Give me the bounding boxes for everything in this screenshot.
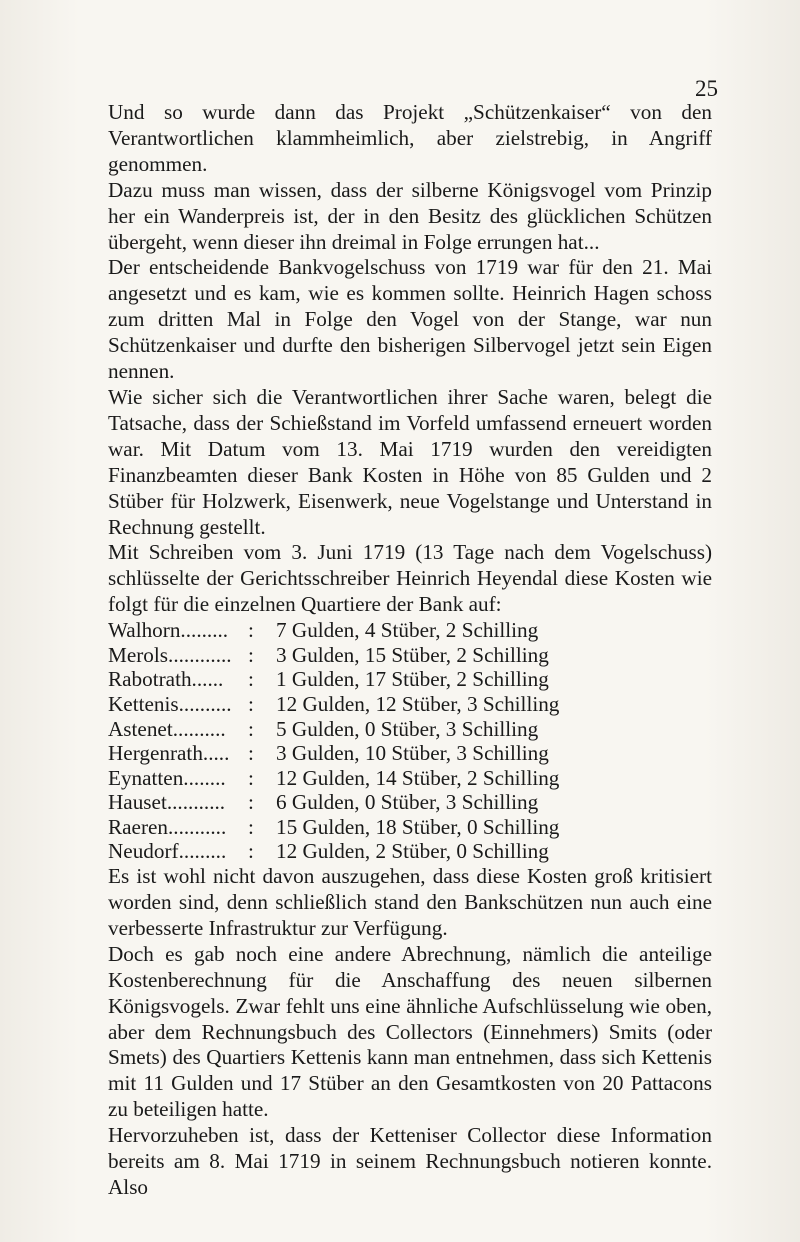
cost-amount: 3 Gulden, 10 Stüber, 3 Schilling bbox=[276, 741, 549, 766]
cost-amount: 15 Gulden, 18 Stüber, 0 Schilling bbox=[276, 814, 560, 839]
paragraph-3: Der entscheidende Bankvogelschuss von 1719 war für den 21. Mai angesetzt und es kam, wie es kommen sollte. Heinrich Hagen schoss zum dritten Mal in Folge den Vogel von der Stange, war nun Schützenkaiser und durfte den bisherigen Silbervogel jetzt sein Eigen nennen. bbox=[108, 255, 712, 384]
separator: : bbox=[248, 814, 254, 839]
table-row bbox=[108, 667, 559, 692]
paragraph-7: Doch es gab noch eine andere Abrechnung, nämlich die anteilige Kostenberechnung für die Anschaffung des neuen silbernen Königsvogels. Zwar fehlt uns eine ähnliche Aufschlüsselung wie oben, aber dem Rechnungsbuch des Collectors (Einnehmers) Smits (oder Smets) des Quartiers Kettenis kann man entnehmen, dass sich Kettenis mit 11 Gulden und 17 Stüber an den Gesamtkosten von 20 Pattacons zu beteiligen hatte. bbox=[108, 941, 712, 1122]
separator: : bbox=[248, 790, 254, 815]
separator: : bbox=[248, 741, 254, 766]
table-row bbox=[108, 815, 559, 840]
quarter-name: Merols............ bbox=[108, 642, 232, 667]
page-number: 25 bbox=[695, 76, 718, 101]
cost-amount: 7 Gulden, 4 Stüber, 2 Schilling bbox=[276, 618, 539, 643]
cost-amount: 12 Gulden, 2 Stüber, 0 Schilling bbox=[276, 839, 549, 864]
quarter-name: Hergenrath..... bbox=[108, 741, 230, 766]
paragraph-6: Es ist wohl nicht davon auszugehen, dass diese Kosten groß kritisiert worden sind, denn schließlich stand den Bankschützen nun auch eine verbesserte Infrastruktur zur Verfügung. bbox=[108, 864, 712, 940]
table-row bbox=[108, 643, 559, 668]
separator: : bbox=[248, 716, 254, 741]
quarter-name: Hauset........... bbox=[108, 790, 226, 815]
paragraph-1: Und so wurde dann das Projekt „Schützenkaiser“ von den Verantwortlichen klammheimlich, aber zielstrebig, in Angriff genommen. bbox=[108, 100, 712, 176]
quarter-name: Neudorf......... bbox=[108, 839, 227, 864]
separator: : bbox=[248, 765, 254, 790]
quarter-name: Walhorn......... bbox=[108, 618, 229, 643]
table-row bbox=[108, 839, 559, 864]
quarter-name: Eynatten........ bbox=[108, 765, 226, 790]
table-row bbox=[108, 741, 559, 766]
cost-table bbox=[108, 618, 559, 864]
table-row bbox=[108, 717, 559, 742]
body-text bbox=[108, 100, 712, 1201]
table-row bbox=[108, 790, 559, 815]
quarter-name: Rabotrath...... bbox=[108, 667, 224, 692]
table-row bbox=[108, 766, 559, 791]
table-row bbox=[108, 692, 559, 717]
separator: : bbox=[248, 667, 254, 692]
separator: : bbox=[248, 839, 254, 864]
cost-amount: 5 Gulden, 0 Stüber, 3 Schilling bbox=[276, 716, 539, 741]
quarter-name: Kettenis.......... bbox=[108, 691, 232, 716]
paragraph-8: Hervorzuheben ist, dass der Ketteniser Collector diese Information bereits am 8. Mai 1719 in seinem Rechnungsbuch notieren konnte. Also bbox=[108, 1123, 712, 1199]
separator: : bbox=[248, 642, 254, 667]
paragraph-4: Wie sicher sich die Verantwortlichen ihrer Sache waren, belegt die Tatsache, dass der Schießstand im Vorfeld umfassend erneuert worden war. Mit Datum vom 13. Mai 1719 wurden den vereidigten Finanzbeamten dieser Bank Kosten in Höhe von 85 Gulden und 2 Stüber für Holzwerk, Eisenwerk, neue Vogelstange und Unterstand in Rechnung gestellt. bbox=[108, 384, 712, 539]
quarter-name: Astenet.......... bbox=[108, 716, 226, 741]
table-row bbox=[108, 618, 559, 643]
cost-amount: 12 Gulden, 14 Stüber, 2 Schilling bbox=[276, 765, 560, 790]
separator: : bbox=[248, 618, 254, 643]
separator: : bbox=[248, 691, 254, 716]
quarter-name: Raeren........... bbox=[108, 814, 227, 839]
cost-amount: 12 Gulden, 12 Stüber, 3 Schilling bbox=[276, 691, 560, 716]
cost-amount: 1 Gulden, 17 Stüber, 2 Schilling bbox=[276, 667, 549, 692]
paragraph-2: Dazu muss man wissen, dass der silberne Königsvogel vom Prinzip her ein Wanderpreis ist, der in den Besitz des glücklichen Schützen übergeht, wenn dieser ihn dreimal in Folge errungen hat... bbox=[108, 177, 712, 254]
cost-amount: 3 Gulden, 15 Stüber, 2 Schilling bbox=[276, 642, 549, 667]
cost-amount: 6 Gulden, 0 Stüber, 3 Schilling bbox=[276, 790, 539, 815]
paragraph-5: Mit Schreiben vom 3. Juni 1719 (13 Tage nach dem Vogelschuss) schlüsselte der Gerichtsschreiber Heinrich Heyendal diese Kosten wie folgt für die einzelnen Quartiere der Bank auf: bbox=[108, 540, 712, 617]
